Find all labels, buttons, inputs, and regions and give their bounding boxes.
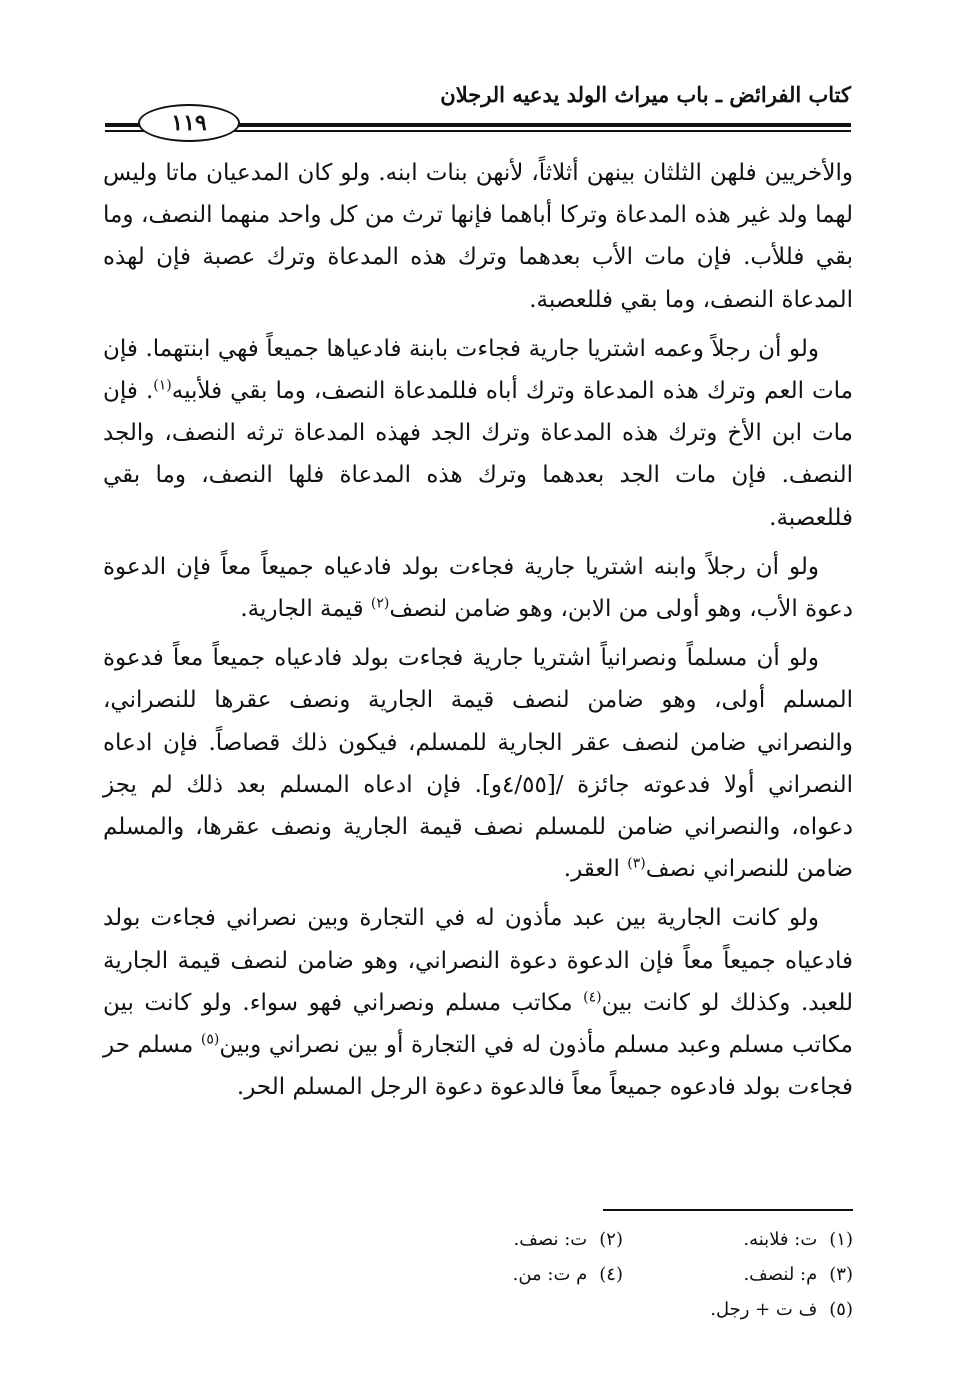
- footnote-number: (٢): [599, 1229, 623, 1250]
- page-number: ١١٩: [171, 110, 207, 136]
- paragraph-text: ولو أن مسلماً ونصرانياً اشتريا جارية فجاءت بولد فادعياه جميعاً معاً فدعوة المسلم أولى، وهو ضامن لنصف قيمة الجارية ونصف عقرها للنصراني، والنصراني ضامن لنصف عقر الجارية للمسلم، فيكون ذلك قصاصاً. فإن ادعاه النصراني أولا فدعوته جائزة /[٤/٥٥و]. فإن ادعاه المسلم بعد ذلك لم يجز دعواه، والنصراني ضامن للمسلم نصف قيمة الجارية ونصف عقرها، والمسلم ضامن للنصراني نصف: [103, 645, 853, 883]
- footnote-text: م: لنصف.: [743, 1264, 818, 1285]
- footnote-text: ف ت + رجل.: [710, 1299, 818, 1320]
- paragraph-text: مكاتب مسلم ونصراني فهو سواء. ولو كانت بين مكاتب مسلم وعبد مسلم مأذون له في التجارة أو بين نصراني وبين: [103, 989, 853, 1059]
- paragraph-text: قيمة الجارية.: [240, 596, 371, 623]
- paragraph-text: ولو أن رجلاً وابنه اشتريا جارية فجاءت بولد فادعياه جميعاً معاً فإن الدعوة دعوة الأب، وهو أولى من الابن، وهو ضامن لنصف: [103, 553, 853, 623]
- footnote-ref: (١): [153, 377, 172, 394]
- footnote-number: (١): [829, 1229, 853, 1250]
- paragraph-text: والأخريين فلهن الثلثان بينهن أثلاثاً، لأنهن بنات ابنه. ولو كان المدعيان ماتا وليس لهما ولد غير هذه المدعاة وتركا أباهما فإنها ترث من كل واحد منهما النصف، وما بقي فللأب. فإن مات الأب بعدهما وترك هذه المدعاة وترك عصبة فإن لهذه المدعاة النصف، وما بقي فللعصبة.: [103, 160, 853, 313]
- main-text: [103, 152, 853, 1115]
- footnote-text: م ت: من.: [512, 1264, 588, 1285]
- paragraph: [103, 897, 853, 1108]
- footnotes: [393, 1222, 853, 1327]
- footnote: [393, 1222, 623, 1257]
- footnote-row: [393, 1292, 853, 1327]
- running-head-title: كتاب الفرائض ـ باب ميراث الولد يدعيه الرجلان: [440, 82, 851, 107]
- footnote-text: ت: نصف.: [513, 1229, 588, 1250]
- paragraph: [103, 637, 853, 890]
- paragraph: [103, 328, 853, 539]
- footnote-row: [393, 1222, 853, 1257]
- footnote-ref: (٤): [583, 989, 602, 1006]
- paragraph: [103, 152, 853, 321]
- paragraph-text: العقر.: [563, 856, 628, 883]
- paragraph: [103, 546, 853, 630]
- paragraph-text: ولو كانت الجارية بين عبد مأذون له في التجارة وبين نصراني فجاءت بولد فادعياه جميعاً معاً فإن الدعوة دعوة النصراني، وهو ضامن لنصف قيمة الجارية للعبد. وكذلك لو كانت بين: [103, 905, 853, 1016]
- footnote-ref: (٥): [200, 1031, 220, 1048]
- footnote-ref: (٣): [627, 855, 646, 872]
- footnote-text: ت: فلابنه.: [743, 1229, 818, 1250]
- footnote-number: (٤): [599, 1264, 623, 1285]
- footnote-separator: [603, 1209, 853, 1211]
- footnote-number: (٥): [829, 1299, 853, 1320]
- footnote: [393, 1257, 623, 1292]
- footnote-row: [393, 1257, 853, 1292]
- paragraph-text: . فإن مات ابن الأخ وترك هذه المدعاة وترك الجد فهذه المدعاة ترثه النصف، والجد النصف. فإن مات الجد بعدهما وترك هذه المدعاة فلها النصف، وما بقي فللعصبة.: [103, 378, 853, 531]
- footnote: [623, 1257, 853, 1292]
- footnote-ref: (٢): [370, 595, 390, 612]
- footnote: [623, 1292, 853, 1327]
- paragraph-text: ولو أن رجلاً وعمه اشتريا جارية فجاءت بابنة فادعياها جميعاً فهي ابنتهما. فإن مات العم وترك هذه المدعاة وترك أباه فللمدعاة النصف، وما بقي فلأبيه: [103, 335, 853, 405]
- footnote-number: (٣): [829, 1264, 853, 1285]
- paragraph-text: مسلم حر فجاءت بولد فادعوه جميعاً معاً فالدعوة دعوة الرجل المسلم الحر.: [103, 1032, 853, 1101]
- page-number-oval: [138, 104, 240, 142]
- footnote: [623, 1222, 853, 1257]
